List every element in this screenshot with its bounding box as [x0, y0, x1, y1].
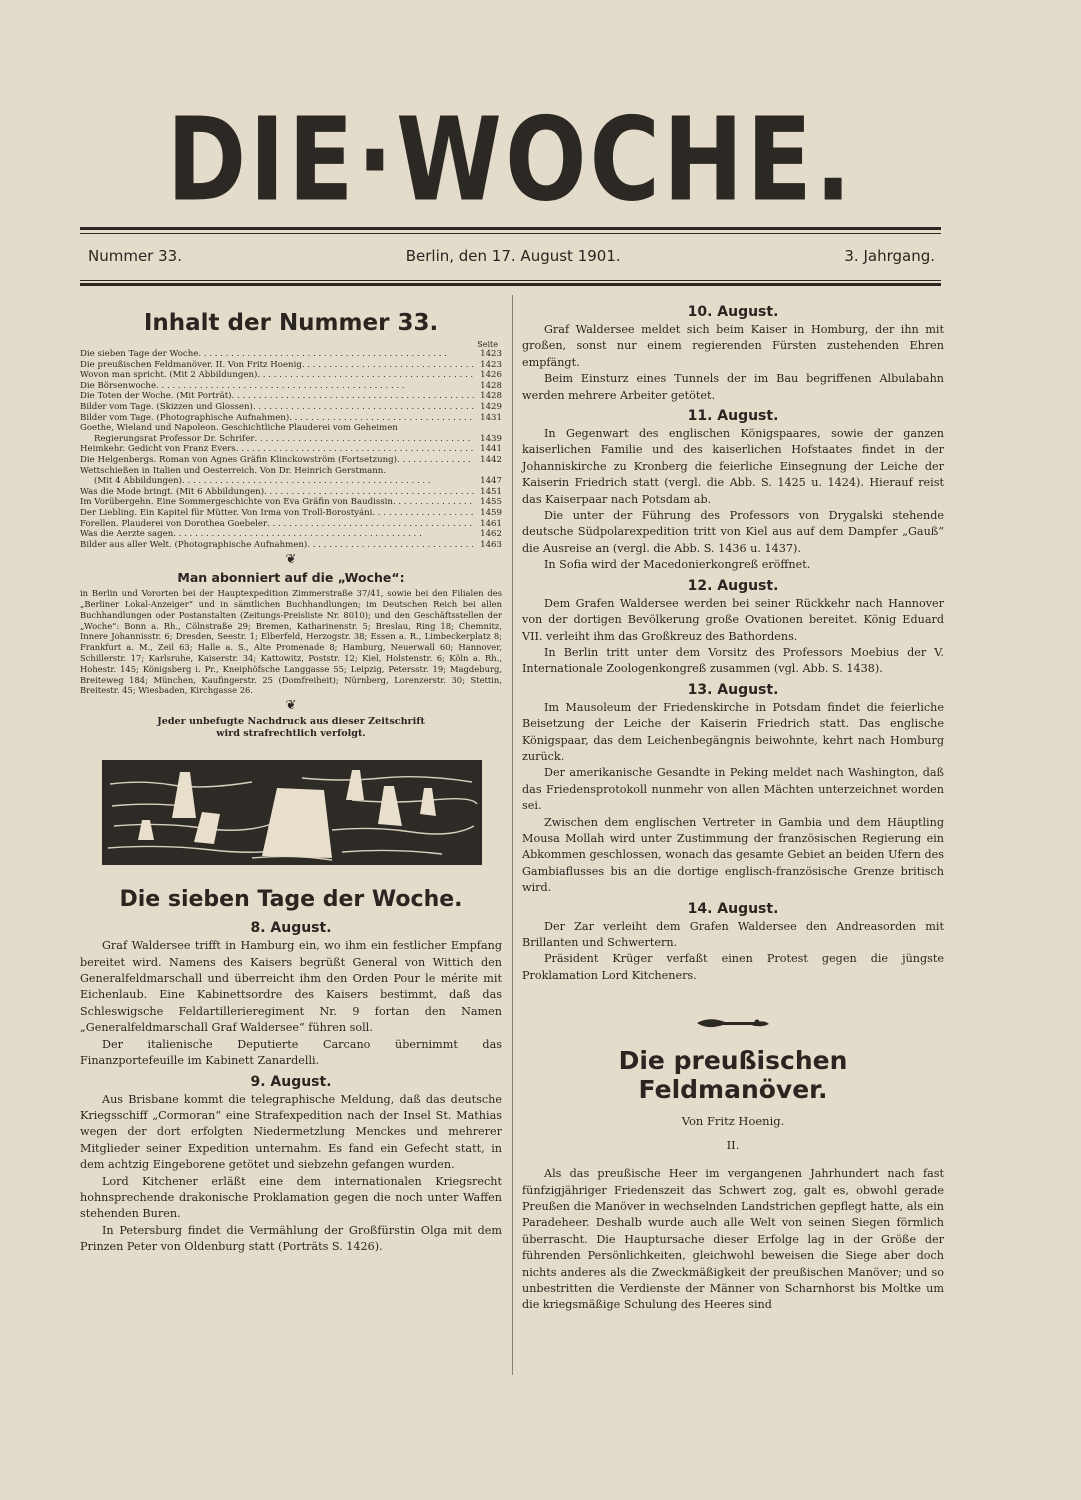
toc-page-number: 1428 — [480, 380, 502, 391]
entry-paragraph: Der italienische Deputierte Carcano übernimmt das Finanzportefeuille im Kabinett Zanardelli. — [80, 1037, 502, 1068]
entry-date-heading: 8. August. — [250, 920, 332, 937]
entry-paragraph: Aus Brisbane kommt die telegraphische Meldung, daß das deutsche Kriegsschiff „Cormoran“ eine Strafexpedition nach der Insel St. Mathias wegen der dort erfolgten Niedermetzlung Menckes und mehrerer Mitglieder seiner Expedition unternahm. Es fand ein Gefecht statt, in dem achtzig Eingeborene getötet und siebzehn gefangen wurden. — [80, 1092, 502, 1172]
toc-page-number: 1447 — [480, 476, 502, 487]
left-column — [80, 300, 502, 1256]
toc-row — [80, 423, 502, 434]
sailboat-woodcut-image — [102, 760, 482, 865]
entry-paragraph: In Petersburg findet die Vermählung der Großfürstin Olga mit dem Prinzen Peter von Oldenburg statt (Porträts S. 1426). — [80, 1223, 502, 1254]
toc-entry-title: Die preußischen Feldmanöver. II. Von Fritz Hoenig — [80, 359, 302, 370]
toc-row — [80, 466, 502, 477]
toc-entry-title: Die sieben Tage der Woche — [80, 349, 199, 359]
toc-page-number: 1462 — [480, 529, 502, 540]
toc-entry-title: Die Toten der Woche. (Mit Porträt) — [80, 391, 232, 402]
toc-entry-title: Bilder aus aller Welt. (Photographische Aufnahmen) — [80, 539, 308, 550]
article-byline: Von Fritz Hoenig. — [681, 1114, 785, 1129]
toc-row — [80, 381, 502, 392]
issue-number: Nummer 33. — [88, 247, 182, 265]
issue-volume: 3. Jahrgang. — [844, 247, 935, 265]
toc-entry-title: Heimkehr. Gedicht von Franz Evers — [80, 444, 236, 455]
entry-paragraph: In Sofia wird der Macedonierkongreß eröffnet. — [544, 558, 811, 572]
toc-row — [80, 487, 502, 498]
toc-dot-leader — [255, 434, 474, 445]
toc-title: Inhalt der Nummer 33. — [143, 310, 439, 336]
toc-entry-title: Der Liebling. Ein Kapitel für Mütter. Von Irma von Troll-Borostyáni — [80, 507, 373, 518]
toc-row-continuation — [80, 434, 502, 445]
entry-date-heading: 11. August. — [687, 408, 779, 425]
toc-entry-title: Die Börsenwoche — [80, 380, 157, 391]
entry-date-heading: 14. August. — [687, 900, 779, 917]
toc-dot-leader — [232, 391, 474, 402]
toc-entry-title: Bilder vom Tage. (Skizzen und Glossen) — [80, 401, 253, 412]
toc-entry-title: Wettschießen in Italien und Oesterreich. Von Dr. Heinrich Gerstmann. — [80, 465, 387, 476]
toc-entry-title: Die Helgenbergs. Roman von Agnes Gräfin Klinckowström (Fortsetzung) — [80, 454, 398, 465]
entry-paragraph: In Gegenwart des englischen Königspaares, sowie der ganzen kaiserlichen Familie und des kaiserlichen Hofstaates findet in der Johanniskirche zu Kronberg die feierliche Einsegnung der Leiche der Kaiserin Friedrich statt (vergl. die Abb. S. 1425 u. 1424). Hierauf reist das Kaiserpaar nach Potsdam ab. — [522, 427, 944, 506]
entry-paragraph: Die unter der Führung des Professors von Drygalski stehende deutsche Südpolarexpedition tritt von Kiel aus auf dem Dampfer „Gauß“ die Ausreise an (vergl. die Abb. S. 1436 u. 1437). — [522, 509, 944, 555]
toc-page-number: 1429 — [480, 401, 502, 412]
article-title: Die preußischen Feldmanöver. — [618, 1046, 848, 1105]
masthead-title: DIE·WOCHE. — [166, 92, 855, 228]
toc-page-number — [474, 466, 502, 477]
toc-page-number: 1451 — [480, 486, 502, 497]
entry-paragraph: In Berlin tritt unter dem Vorsitz des Professors Moebius der V. Internationale Zoologenkongreß zusammen (vgl. Abb. S. 1438). — [522, 645, 944, 676]
entry-date-heading: 10. August. — [687, 304, 779, 320]
toc-row — [80, 370, 502, 381]
entry-paragraph: Der Zar verleiht dem Grafen Waldersee den Andreasorden mit Brillanten und Schwertern. — [522, 919, 944, 949]
week-section-title: Die sieben Tage der Woche. — [119, 887, 463, 913]
toc-entry-continuation: (Mit 4 Abbildungen) — [94, 476, 183, 487]
week-entries-right — [522, 304, 944, 984]
toc-page-number: 1428 — [480, 391, 502, 402]
toc-dot-leader — [173, 529, 474, 540]
toc-dot-leader — [372, 508, 474, 519]
toc-row — [80, 540, 502, 551]
toc-row — [80, 497, 502, 508]
toc-dot-leader — [253, 402, 474, 413]
entry-paragraph: Zwischen dem englischen Vertreter in Gambia und dem Häuptling Mousa Mollah wird unter Zustimmung der französischen Regierung ein Abkommen geschlossen, wonach das gesamte Gebiet an beiden Ufern des Gambiaflusses bis an die dortige englisch-französische Grenze britisch wird. — [522, 815, 944, 895]
sub-rule-thin — [80, 280, 941, 281]
top-rule-thick — [80, 227, 941, 230]
toc-entry-title: Bilder vom Tage. (Photographische Aufnahmen) — [80, 412, 290, 423]
entry-paragraph: Dem Grafen Waldersee werden bei seiner Rückkehr nach Hannover von der dortigen Bevölkerung große Ovationen bereitet. König Eduard VII. verleiht ihm das Großkreuz des Bathordens. — [522, 596, 944, 643]
sub-rule-thick — [80, 283, 941, 286]
toc-row — [80, 444, 502, 455]
toc-dot-leader — [397, 455, 474, 466]
entry-paragraph: Graf Waldersee meldet sich beim Kaiser in Homburg, der ihn mit großen, sonst nur einem regierenden Fürsten zustehenden Ehren empfängt. — [522, 323, 944, 369]
week-entries-left — [80, 920, 502, 1255]
toc-page-number: 1426 — [480, 370, 502, 381]
issue-line — [88, 244, 935, 268]
toc-entry-title: Goethe, Wieland und Napoleon. Geschichtliche Plauderei vom Geheimen — [80, 423, 398, 434]
toc-row — [80, 455, 502, 466]
toc-dot-leader — [264, 487, 474, 498]
toc-page-number: 1431 — [480, 412, 502, 423]
toc-entry-title: Im Vorübergehn. Eine Sommergeschichte von Eva Gräfin von Baudissin — [80, 497, 393, 508]
entry-paragraph: Beim Einsturz eines Tunnels der im Bau begriffenen Albulabahn werden mehrere Arbeiter getötet. — [522, 372, 944, 402]
entry-date-heading: 13. August. — [687, 681, 779, 698]
article-part-number: II. — [726, 1138, 740, 1153]
toc-page-number: 1455 — [480, 497, 502, 508]
top-rule-thin — [80, 233, 941, 234]
toc-dot-leader — [236, 444, 474, 455]
subscription-text: in Berlin und Vororten bei der Hauptexpedition Zimmerstraße 37/41, sowie bei den Filialen des „Berliner Lokal-Anzeiger“ und in sämtlichen Buchhandlungen; im Deutschen Reich bei allen Buchhandlungen oder Postanstalten (Zeitungs-Preisliste Nr. 8010); und den Geschäftsstellen der „Woche“: Bonn a. Rh., Cölnstraße 29; Bremen, Katharinenstr. 5; Breslau, Ring 18; Chemnitz, Innere Johannisstr. 6; Dresden, Seestr. 1; Elberfeld, Herzogstr. 38; Essen a. R., Limbeckerplatz 8; Frankfurt a. M., Zeil 63; Halle a. S., Alte Promenade 8; Hamburg, Neuerwall 60; Hannover, Schillerstr. 17; Karlsruhe, Kaiserstr. 34; Kattowitz, Poststr. 12; Kiel, Holstenstr. 6; Köln a. Rh., Hohestr. 145; Königsberg i. Pr., Kneiphöfsche Langgasse 55; Leipzig, Petersstr. 19; Magdeburg, Breiteweg 184; München, Kaufingerstr. 25 (Domfreiheit); Nürnberg, Lorenzerstr. 30; Stettin, Breitestr. 45; Wiesbaden, Kirchgasse 26. — [80, 588, 502, 696]
ornamental-divider — [695, 1016, 771, 1030]
toc-page-number: 1442 — [480, 454, 502, 465]
reprint-notice-line2: wird strafrechtlich verfolgt. — [216, 728, 366, 740]
toc-row — [80, 360, 502, 371]
toc-dot-leader — [257, 370, 474, 381]
toc-page-number: 1423 — [480, 349, 502, 359]
toc-dot-leader — [302, 360, 474, 371]
toc-row — [80, 413, 502, 424]
toc-row — [80, 349, 502, 360]
toc-page-number: 1461 — [480, 518, 502, 529]
fleuron-ornament: ❦ — [285, 552, 297, 568]
entry-date-heading: 9. August. — [250, 1073, 332, 1090]
toc-page-number: 1441 — [480, 444, 502, 455]
toc-row — [80, 402, 502, 413]
toc-dot-leader — [267, 519, 474, 530]
toc-dot-leader — [182, 476, 474, 487]
toc-page-number: 1423 — [480, 359, 502, 370]
fleuron-ornament-2: ❦ — [285, 698, 297, 714]
toc-entry-title: Forellen. Plauderei von Dorothea Goebeler — [80, 518, 268, 529]
toc-list — [80, 349, 502, 550]
reprint-notice-line1: Jeder unbefugte Nachdruck aus dieser Zeitschrift — [157, 716, 425, 728]
toc-entry-title: Was die Mode bringt. (Mit 6 Abbildungen) — [80, 486, 265, 497]
toc-seite-label: Seite — [477, 340, 498, 349]
toc-row — [80, 519, 502, 530]
toc-row — [80, 391, 502, 402]
toc-dot-leader — [198, 349, 474, 360]
toc-entry-title: Was die Aerzte sagen — [80, 529, 174, 540]
toc-row-continuation — [80, 476, 502, 487]
issue-date: Berlin, den 17. August 1901. — [405, 247, 621, 265]
subscription-title: Man abonniert auf die „Woche“: — [177, 570, 405, 586]
entry-paragraph: Im Mausoleum der Friedenskirche in Potsdam findet die feierliche Beisetzung der Leiche der Kaiserin Friedrich statt. Das englische Königspaar, das dem Leichenbegängnis beiwohnte, kehrt nach Homburg zurück. — [522, 700, 944, 763]
toc-entry-title: Wovon man spricht. (Mit 2 Abbildungen) — [80, 370, 258, 381]
article-paragraph: Als das preußische Heer im vergangenen Jahrhundert nach fast fünfzigjähriger Friedenszeit das Schwert zog, galt es, obwohl gerade Preußen die Manöver in wechselnden Landstrichen gepflegt hatte, als ein Paradeheer. Deshalb wurde auch alle Welt von seinen Siegen förmlich überrascht. Die Hauptursache dieser Erfolge lag in der Größe der führenden Persönlichkeiten, gleichwohl beweisen die Siege aber doch nichts anderes als die Zweckmäßigkeit der preußischen Manöver; und so unbestritten die Verdienste der Männer von Scharnhorst bis Moltke um die kriegsmäßige Schulung des Heeres sind — [522, 1167, 944, 1312]
reprint-notice — [80, 716, 502, 740]
entry-paragraph: Präsident Krüger verfaßt einen Protest gegen die jüngste Proklamation Lord Kitcheners. — [522, 952, 944, 982]
entry-date-heading: 12. August. — [687, 577, 779, 594]
column-divider — [512, 295, 513, 1375]
toc-page-number: 1459 — [480, 507, 502, 518]
toc-dot-leader — [289, 413, 474, 424]
toc-page-number: 1439 — [480, 433, 502, 444]
toc-row — [80, 508, 502, 519]
right-column — [522, 300, 944, 1314]
toc-dot-leader — [393, 497, 474, 508]
toc-dot-leader — [307, 540, 474, 551]
toc-entry-continuation: Regierungsrat Professor Dr. Schrifer — [94, 433, 255, 444]
entry-paragraph: Graf Waldersee trifft in Hamburg ein, wo ihm ein festlicher Empfang bereitet wird. Namens des Kaisers begrüßt General von Wittich den Generalfeldmarschall und überreicht ihm den Orden Pour le mérite mit Eichenlaub. Eine Kabinettsordre des Kaisers bestimmt, daß das Schleswigsche Feldartillerieregiment Nr. 9 fortan den Namen „Generalfeldmarschall Graf Waldersee“ führen soll. — [80, 939, 502, 1035]
toc-row — [80, 529, 502, 540]
entry-paragraph: Der amerikanische Gesandte in Peking meldet nach Washington, daß das Friedensprotokoll nunmehr von allen Mächten unterzeichnet worden sei. — [522, 766, 944, 813]
toc-page-number — [474, 423, 502, 434]
entry-paragraph: Lord Kitchener erläßt eine dem internationalen Kriegsrecht hohnsprechende drakonische Proklamation gegen die noch unter Waffen stehenden Buren. — [80, 1174, 502, 1221]
toc-page-number: 1463 — [480, 539, 502, 550]
toc-dot-leader — [156, 381, 474, 392]
